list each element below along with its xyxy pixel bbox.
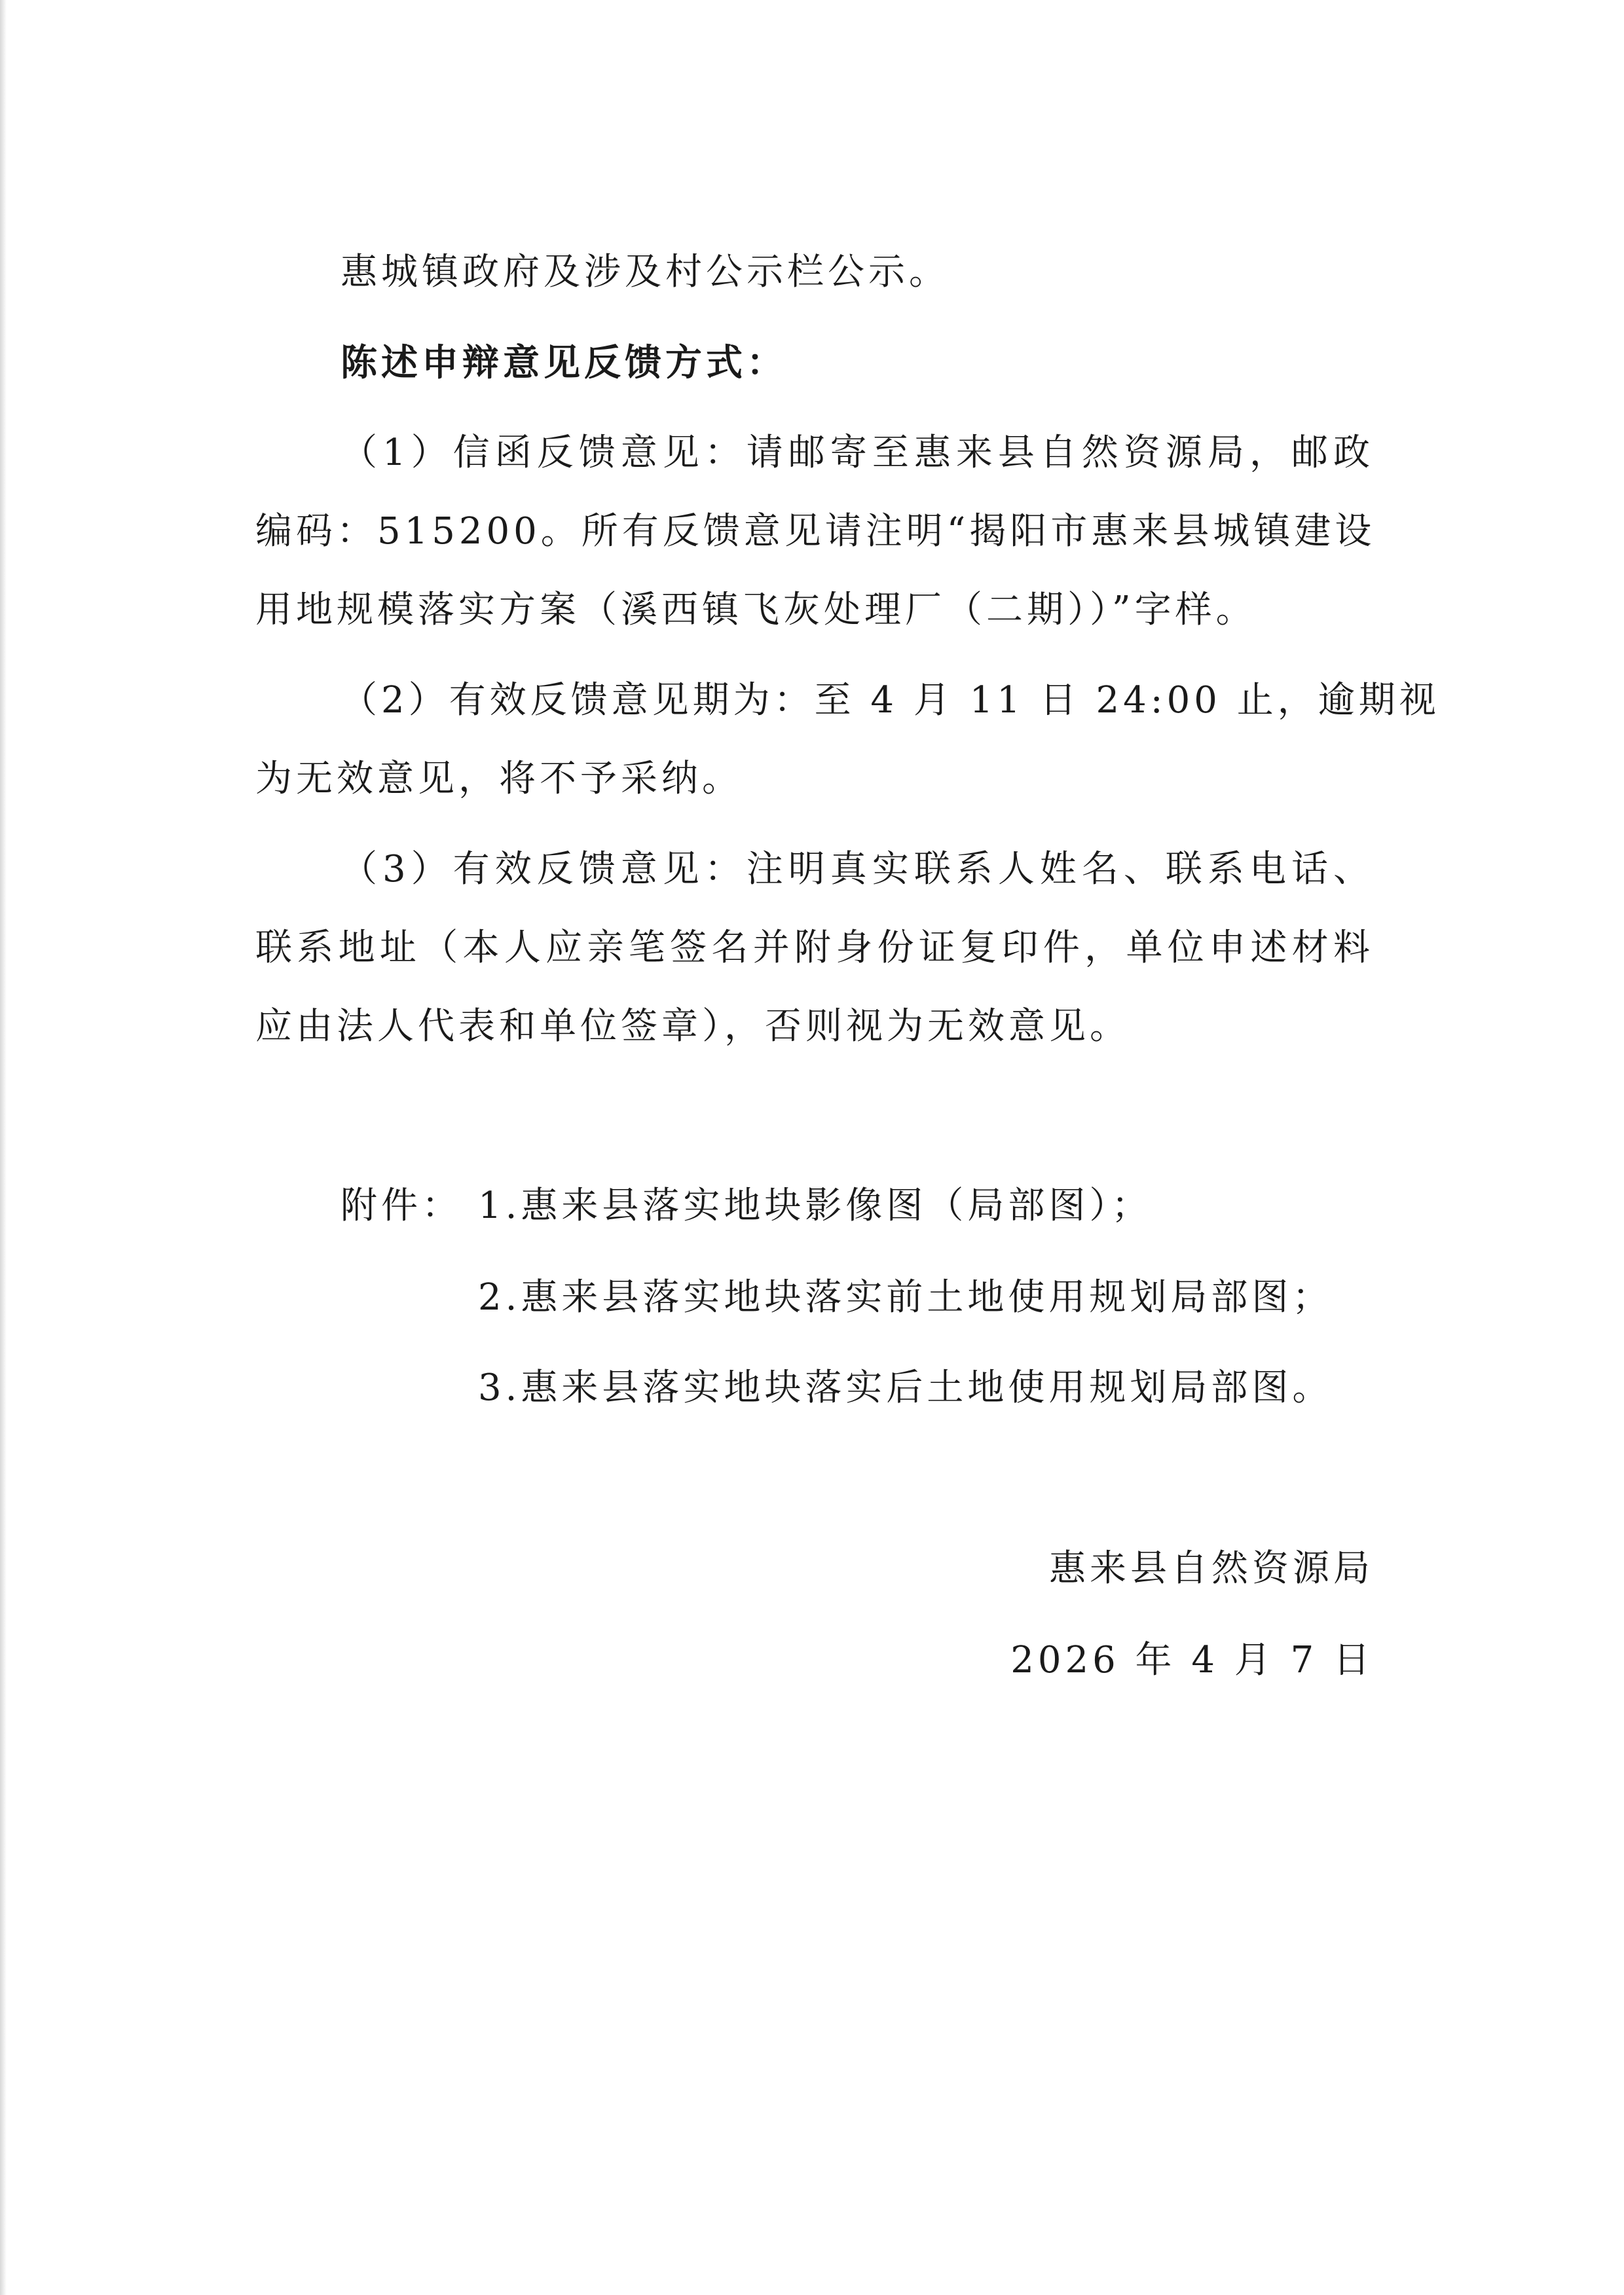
attachment-item-2: 2.惠来县落实地块落实前土地使用规划局部图； [478, 1276, 1333, 1319]
feedback-item-1-line-1: （1）信函反馈意见：请邮寄至惠来县自然资源局，邮政 [341, 431, 1374, 474]
attachment-item-3: 3.惠来县落实地块落实后土地使用规划局部图。 [478, 1367, 1333, 1409]
signature-date: 2026 年 4 月 7 日 [1010, 1639, 1374, 1681]
attachment-item-1: 1.惠来县落实地块影像图（局部图）； [478, 1184, 1153, 1227]
feedback-item-3-line-1: （3）有效反馈意见：注明真实联系人姓名、联系电话、 [341, 848, 1374, 890]
feedback-item-3-line-2: 联系地址（本人应亲笔签名并附身份证复印件，单位申述材料 [255, 927, 1374, 969]
feedback-heading: 陈述申辩意见反馈方式： [341, 341, 787, 384]
feedback-item-2-line-2: 为无效意见，将不予采纳。 [255, 758, 743, 800]
feedback-item-2-line-1: （2）有效反馈意见期为：至 4 月 11 日 24:00 止，逾期视 [341, 679, 1440, 722]
signature-org: 惠来县自然资源局 [1049, 1547, 1374, 1590]
attachments-label: 附件： [341, 1184, 462, 1227]
intro-line: 惠城镇政府及涉及村公示栏公示。 [341, 251, 950, 293]
feedback-item-1-line-2: 编码：515200。所有反馈意见请注明“揭阳市惠来县城镇建设 [255, 510, 1376, 553]
feedback-item-3-line-3: 应由法人代表和单位签章），否则视为无效意见。 [255, 1005, 1130, 1048]
scan-edge-shadow [0, 0, 7, 2295]
feedback-item-1-line-3: 用地规模落实方案（溪西镇飞灰处理厂（二期））”字样。 [255, 589, 1257, 631]
